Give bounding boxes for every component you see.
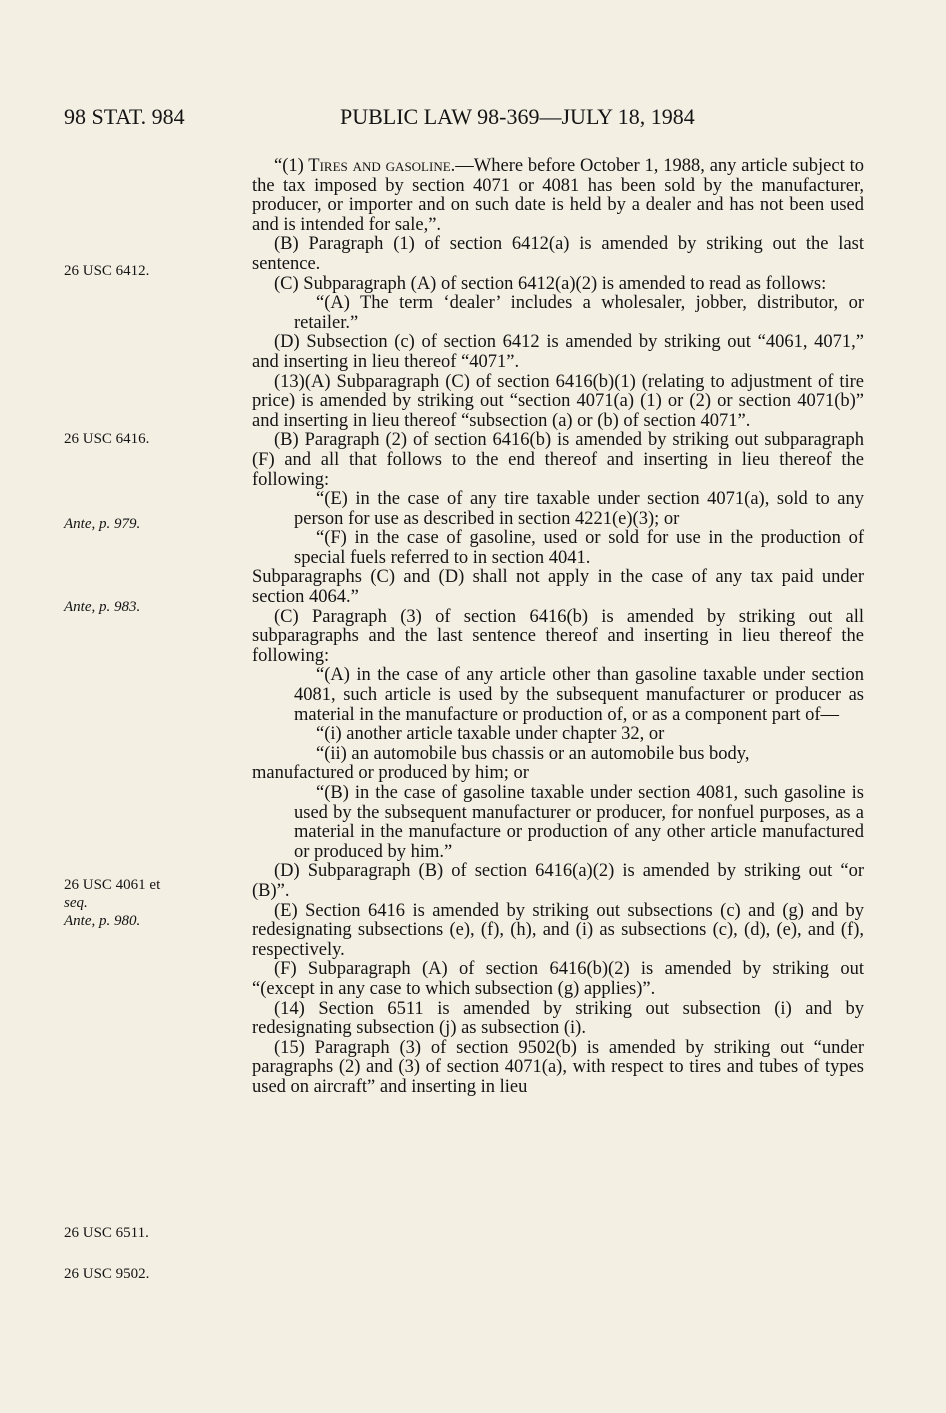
paragraph: (13)(A) Subparagraph (C) of section 6416(b)(1) (relating to adjustment of tire price) is amended by striking out “section 4071(a) (1) or (2) or section 4071(b)” and inserting in lieu thereof “subsection (a) or (b) of section 4071”. xyxy=(252,371,864,431)
paragraph: (14) Section 6511 is amended by striking out subsection (i) and by redesignating subsection (j) as subsection (i). xyxy=(252,998,864,1039)
paragraph: “(A) The term ‘dealer’ includes a wholesaler, jobber, distributor, or retailer.” xyxy=(294,293,864,333)
paragraph: “(B) in the case of gasoline taxable under section 4081, such gasoline is used by the subsequent manufacturer or producer, for nonfuel purposes, as a material in the manufacture or production of any other article manufactured or produced by him.” xyxy=(294,783,864,862)
paragraph: (D) Subsection (c) of section 6412 is amended by striking out “4061, 4071,” and inserting in lieu thereof “4071”. xyxy=(252,332,864,372)
paragraph: “(E) in the case of any tire taxable under section 4071(a), sold to any person for use as described in section 4221(e)(3); or xyxy=(294,489,864,529)
margin-note: 26 USC 6412. xyxy=(64,263,150,279)
paragraph: (F) Subparagraph (A) of section 6416(b)(2) is amended by striking out “(except in any case to which subsection (g) applies)”. xyxy=(252,959,864,999)
paragraph: (B) Paragraph (2) of section 6416(b) is amended by striking out subparagraph (F) and all that follows to the end thereof and inserting in lieu thereof the following: xyxy=(252,430,864,490)
paragraph: “(A) in the case of any article other than gasoline taxable under section 4081, such article is used by the subsequent manufacturer or producer as material in the manufacture or production of, or as a component part of— xyxy=(294,665,864,725)
paragraph: “(F) in the case of gasoline, used or sold for use in the production of special fuels referred to in section 4041. xyxy=(294,528,864,568)
page-header xyxy=(64,104,884,134)
paragraph: (C) Paragraph (3) of section 6416(b) is amended by striking out all subparagraphs and the last sentence thereof and inserting in lieu thereof the following: xyxy=(252,606,864,666)
paragraph: (D) Subparagraph (B) of section 6416(a)(2) is amended by striking out “or (B)”. xyxy=(252,861,864,901)
paragraph: (E) Section 6416 is amended by striking out subsections (c) and (g) and by redesignating subsections (e), (f), (h), and (i) as subsections (c), (d), (e), and (f), respectively. xyxy=(252,900,864,960)
stat-page-number: 98 STAT. 984 xyxy=(64,104,185,129)
paragraph: (B) Paragraph (1) of section 6412(a) is amended by striking out the last sentence. xyxy=(252,234,864,274)
paragraph: manufactured or produced by him; or xyxy=(252,763,529,784)
public-law-title: PUBLIC LAW 98-369—JULY 18, 1984 xyxy=(340,104,695,129)
margin-note: 26 USC 6416. xyxy=(64,431,150,447)
margin-note: 26 USC 6511. xyxy=(64,1225,149,1241)
paragraph: (15) Paragraph (3) of section 9502(b) is amended by striking out “under paragraphs (2) and (3) of section 4071(a), with respect to tires and tubes of types used on aircraft” and inserting in lieu xyxy=(252,1037,864,1097)
margin-note: Ante, p. 979. xyxy=(64,516,141,532)
paragraph-heading: “(1) Tires and gasoline. xyxy=(274,156,456,176)
margin-note: Ante, p. 983. xyxy=(64,599,141,615)
statute-body xyxy=(252,157,864,1098)
paragraph: “(1) Tires and gasoline.—Where before October 1, 1988, any article subject to the tax imposed by section 4071 or 4081 has been sold by the manufacturer, producer, or importer and on such date is held by a dealer and has not been used and is intended for sale,”. xyxy=(252,156,864,235)
margin-note: 26 USC 9502. xyxy=(64,1266,150,1282)
margin-note: 26 USC 4061 et seq. Ante, p. 980. xyxy=(64,877,161,929)
paragraph: (C) Subparagraph (A) of section 6412(a)(2) is amended to read as follows: xyxy=(274,273,827,294)
paragraph: Subparagraphs (C) and (D) shall not apply in the case of any tax paid under section 4064.” xyxy=(252,567,864,608)
paragraph: “(ii) an automobile bus chassis or an automobile bus body, xyxy=(316,743,750,764)
paragraph: “(i) another article taxable under chapter 32, or xyxy=(316,724,665,745)
